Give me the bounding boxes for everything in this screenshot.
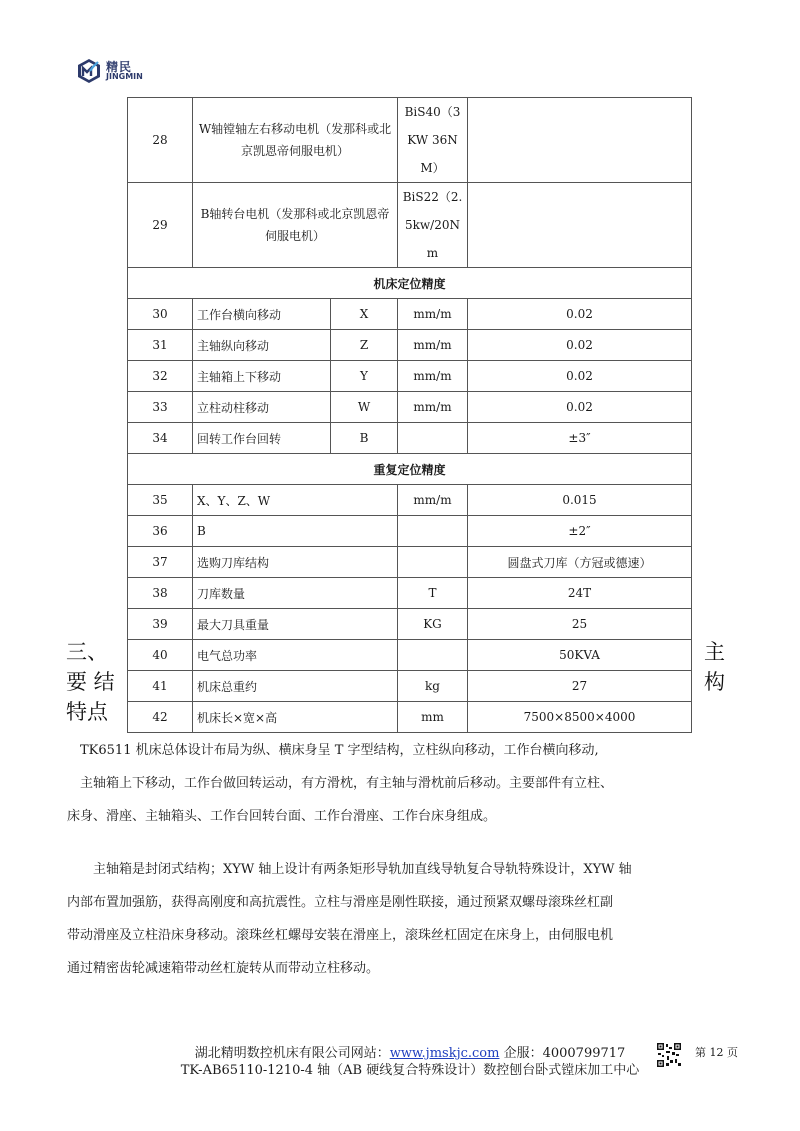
- paragraph-line: 主轴箱是封闭式结构；XYW 轴上设计有两条矩形导轨加直线导轨复合导轨特殊设计，XYW 轴: [67, 862, 632, 877]
- item-name: 最大刀具重量: [193, 609, 398, 640]
- row-number: 30: [128, 299, 193, 330]
- paragraph-line: 通过精密齿轮减速箱带动丝杠旋转从而带动立柱移动。: [67, 961, 380, 976]
- row-number: 38: [128, 578, 193, 609]
- table-row: [128, 299, 692, 330]
- item-spec: BiS22（2.5kw/20Nm: [398, 183, 468, 268]
- row-number: 36: [128, 516, 193, 547]
- item-value: 0.02: [468, 330, 692, 361]
- footer-service: 企服：4000799717: [499, 1046, 626, 1061]
- item-value: 27: [468, 671, 692, 702]
- row-number: 32: [128, 361, 193, 392]
- item-unit: mm/m: [398, 330, 468, 361]
- section-heading-left: [66, 637, 115, 727]
- section-title-positioning: 机床定位精度: [128, 268, 692, 299]
- footer-model: TK-AB65110-1210-4 轴（AB 硬线复合特殊设计）数控刨台卧式镗床加工中心: [180, 1063, 640, 1078]
- item-unit: [398, 516, 468, 547]
- paragraph-spindle: [67, 853, 767, 985]
- item-value: 50KVA: [468, 640, 692, 671]
- row-number: 34: [128, 423, 193, 454]
- item-name: B: [193, 516, 398, 547]
- item-axis: Z: [331, 330, 398, 361]
- table-row: [128, 183, 692, 268]
- item-name: 主轴纵向移动: [193, 330, 331, 361]
- paragraph-layout: [67, 734, 767, 833]
- paragraph-line: 内部布置加强筋，获得高刚度和高抗震性。立柱与滑座是刚性联接，通过预紧双螺母滚珠丝杠副: [67, 895, 614, 910]
- paragraph-line: 床身、滑座、主轴箱头、工作台回转台面、工作台滑座、工作台床身组成。: [67, 809, 497, 824]
- item-name: X、Y、Z、W: [193, 485, 398, 516]
- item-unit: T: [398, 578, 468, 609]
- table-row: [128, 640, 692, 671]
- item-axis: W: [331, 392, 398, 423]
- jingmin-logo-icon: [76, 58, 102, 84]
- table-row: [128, 671, 692, 702]
- item-unit: KG: [398, 609, 468, 640]
- row-number: 35: [128, 485, 193, 516]
- table-row: [128, 547, 692, 578]
- item-unit: kg: [398, 671, 468, 702]
- item-name: 主轴箱上下移动: [193, 361, 331, 392]
- item-name: 回转工作台回转: [193, 423, 331, 454]
- item-value: ±2″: [468, 516, 692, 547]
- row-number: 33: [128, 392, 193, 423]
- qr-code-icon: [656, 1042, 682, 1068]
- item-value: 0.02: [468, 361, 692, 392]
- item-name: 立柱动柱移动: [193, 392, 331, 423]
- heading-line: 要 结: [66, 670, 115, 694]
- item-name: 机床长×宽×高: [193, 702, 398, 733]
- heading-line: 构: [704, 670, 725, 694]
- item-value: 0.015: [468, 485, 692, 516]
- paragraph-line: 主轴箱上下移动，工作台做回转运动，有方滑枕，有主轴与滑枕前后移动。主要部件有立柱、: [67, 776, 614, 791]
- table-row: [128, 392, 692, 423]
- heading-line: 三、: [66, 640, 108, 664]
- company-logo: [76, 58, 143, 84]
- paragraph-line: 带动滑座及立柱沿床身移动。滚珠丝杠螺母安装在滑座上，滚珠丝杠固定在床身上，由伺服电机: [67, 928, 614, 943]
- page-footer: [150, 1045, 670, 1079]
- item-unit: [398, 547, 468, 578]
- item-unit: mm/m: [398, 361, 468, 392]
- logo-en-text: JINGMIN: [106, 72, 143, 81]
- item-unit: [398, 423, 468, 454]
- item-name: 选购刀库结构: [193, 547, 398, 578]
- row-number: 37: [128, 547, 193, 578]
- row-number: 39: [128, 609, 193, 640]
- table-row: [128, 330, 692, 361]
- item-axis: B: [331, 423, 398, 454]
- item-value: 24T: [468, 578, 692, 609]
- item-spec: BiS40（3KW 36NM）: [398, 98, 468, 183]
- item-value: ±3″: [468, 423, 692, 454]
- item-name: 电气总功率: [193, 640, 398, 671]
- item-value: 0.02: [468, 392, 692, 423]
- item-value: 25: [468, 609, 692, 640]
- table-row: [128, 485, 692, 516]
- heading-line: 特点: [66, 700, 108, 724]
- item-value: 圆盘式刀库（方冠或德速）: [468, 547, 692, 578]
- item-name: 刀库数量: [193, 578, 398, 609]
- table-row: [128, 609, 692, 640]
- item-value: 0.02: [468, 299, 692, 330]
- table-row: [128, 516, 692, 547]
- item-unit: mm/m: [398, 299, 468, 330]
- logo-cn-text: 精民: [106, 60, 133, 74]
- website-link[interactable]: www.jmskjc.com: [389, 1046, 500, 1061]
- item-name: W轴镗轴左右移动电机（发那科或北京凯恩帝伺服电机）: [193, 98, 398, 183]
- item-axis: X: [331, 299, 398, 330]
- row-number: 42: [128, 702, 193, 733]
- heading-line: 主: [704, 640, 725, 664]
- item-value: 7500×8500×4000: [468, 702, 692, 733]
- row-number: 40: [128, 640, 193, 671]
- section-row: [128, 454, 692, 485]
- item-unit: mm/m: [398, 392, 468, 423]
- table-row: [128, 578, 692, 609]
- row-number: 28: [128, 98, 193, 183]
- item-name: B轴转台电机（发那科或北京凯恩帝伺服电机）: [193, 183, 398, 268]
- table-row: [128, 361, 692, 392]
- table-row: [128, 702, 692, 733]
- item-name: 机床总重约: [193, 671, 398, 702]
- paragraph-line: TK6511 机床总体设计布局为纵、横床身呈 T 字型结构，立柱纵向移动，工作台横向移动,: [67, 743, 599, 758]
- row-number: 29: [128, 183, 193, 268]
- page-number: 第 12 页: [695, 1046, 738, 1059]
- item-name: 工作台横向移动: [193, 299, 331, 330]
- footer-company: 湖北精明数控机床有限公司网站：: [194, 1046, 390, 1061]
- item-axis: Y: [331, 361, 398, 392]
- item-unit: mm: [398, 702, 468, 733]
- item-value: [468, 183, 692, 268]
- item-unit: mm/m: [398, 485, 468, 516]
- section-row: [128, 268, 692, 299]
- spec-table: [127, 97, 692, 733]
- table-row: [128, 423, 692, 454]
- section-heading-right: [704, 637, 725, 697]
- item-value: [468, 98, 692, 183]
- section-title-repeat: 重复定位精度: [128, 454, 692, 485]
- row-number: 41: [128, 671, 193, 702]
- item-unit: [398, 640, 468, 671]
- table-row: [128, 98, 692, 183]
- row-number: 31: [128, 330, 193, 361]
